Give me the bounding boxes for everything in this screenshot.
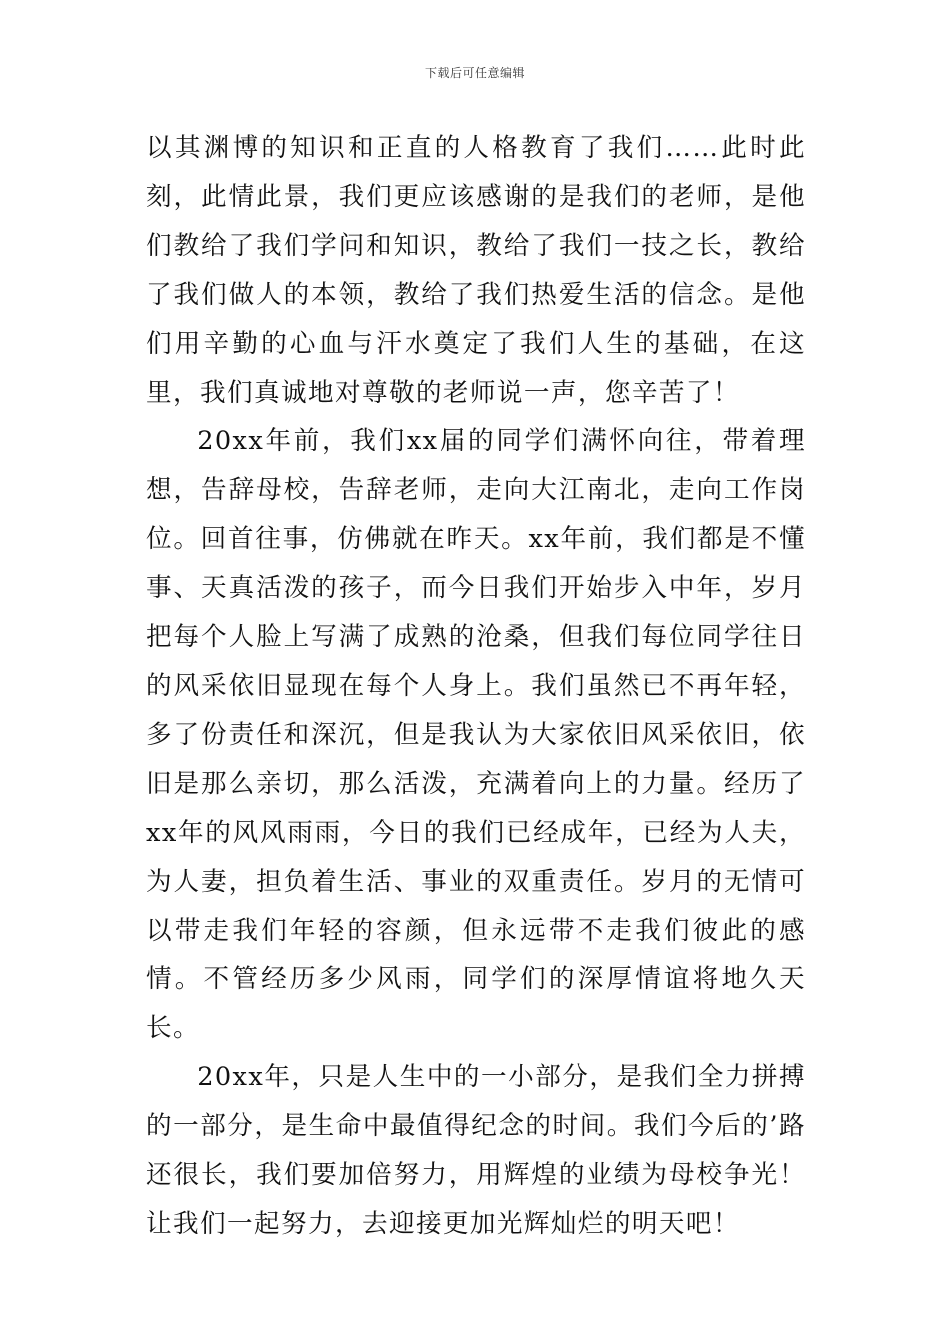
paragraph-1: 以其渊博的知识和正直的人格教育了我们……此时此刻，此情此景，我们更应该感谢的是我们的老师，是他们教给了我们学问和知识，教给了我们一技之长，教给了我们做人的本领，教给了我们热爱生活的信念。是他们用辛勤的心血与汗水奠定了我们人生的基础，在这里，我们真诚地对尊敬的老师说一声，您辛苦了！ <box>146 133 806 408</box>
page-header: 下载后可任意编辑 <box>424 66 525 80</box>
paragraph-3: 20xx年，只是人生中的一小部分，是我们全力拼搏的一部分，是生命中最值得纪念的时间。我们今后的’路还很长，我们要加倍努力，用辉煌的业绩为母校争光！让我们一起努力，去迎接更加光辉灿烂的明天吧！ <box>146 1062 806 1239</box>
document-body <box>146 124 806 1249</box>
paragraph-2: 20xx年前，我们xx届的同学们满怀向往，带着理想，告辞母校，告辞老师，走向大江南北，走向工作岗位。回首往事，仿佛就在昨天。xx年前，我们都是不懂事、天真活泼的孩子，而今日我们开始步入中年，岁月把每个人脸上写满了成熟的沧桑，但我们每位同学往日的风采依旧显现在每个人身上。我们虽然已不再年轻，多了份责任和深沉，但是我认为大家依旧风采依旧，依旧是那么亲切，那么活泼，充满着向上的力量。经历了xx年的风风雨雨，今日的我们已经成年，已经为人夫，为人妻，担负着生活、事业的双重责任。岁月的无情可以带走我们年轻的容颜，但永远带不走我们彼此的感情。不管经历多少风雨，同学们的深厚情谊将地久天长。 <box>146 426 806 1044</box>
